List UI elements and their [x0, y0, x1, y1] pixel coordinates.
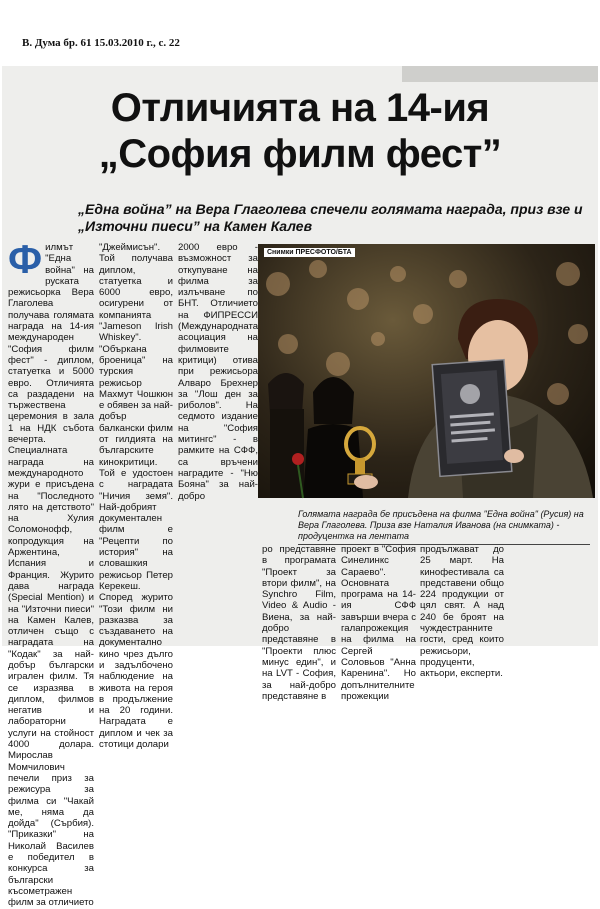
photo-illustration: [258, 244, 595, 498]
article-column-2: "Джеймисън". Той получава диплом, статуетка и 6000 евро, осигурени от компанията "Jameson Irish Whiskey". "Обърканa броеница" на турския режисьор Махмут Чошкюн е обявен за най-добър балкански филм от гилдията на българските кинокритици. Той е удостоен с наградата "Ничия земя". Най-добрият документален филм е "Рецепти по история" на словашкия режисьор Петер Керекеш. Според журито "Този филм ни разказва за създаването на документално кино чрез дълго и задълбочено наблюдение на живота на героя в продължение на 20 години. Наградата е диплом и чек за стотици долари: [99, 242, 173, 751]
source-line: В. Дума бр. 61 15.03.2010 г., с. 22: [22, 37, 180, 49]
article-bottom-column-3: продължават до 25 март. На кинофестивала са представени общо 224 продукции от цял свят. А над 240 бе броят на чуждестранните гости, сред които режисьори, продуценти, актьори, експерти.: [420, 544, 504, 680]
top-strip: [402, 66, 598, 82]
newspaper-clipping: [2, 66, 598, 909]
award-photo: [258, 244, 595, 498]
subheadline: „Една война” на Вера Глаголева спечели голямата награда, приз взе и „Източни пиеси” на Камен Калев: [78, 201, 583, 234]
article-column-1: [8, 238, 94, 909]
headline-line-2: „София филм фест”: [98, 132, 502, 176]
photo-credit: Снимки ПРЕСФОТО/БТА: [264, 248, 355, 257]
article-bottom-column-2: проект в "София Синелинкс Сараево". Основната програма на 14-ия СФФ завърши вчера с галапрожекция на филма на Сергей Соловьов "Анна Каренина". Но допълнителните прожекции: [341, 544, 416, 702]
photo-caption: Голямата награда бе присъдена на филма "Една война" (Русия) на Вера Глаголева. Приза взе Наталия Иванова (на снимката) - продуцентка на лентата: [298, 509, 590, 545]
article-column-3: 2000 евро - възможност за откупуване на филма за излъчване по БНТ. Отличието на ФИПРЕССИ (Международната асоциация на филмовите критици) отива при режисьора Алваро Брехнер за "Лош ден за риболов". На седмото издание на "София митингс" - в рамките на СФФ, са връчени наградите - "Ню Бояна" за най-добро: [178, 242, 259, 502]
article-column-1-text: илмът "Една война" на руската режисьорка Вера Глаголева получава голямата награда на 14-ия международен "София филм фест" - диплом, статуетка и 5000 евро. Отличията са раздадени на тържествена церемония в зала 1 на НДК събота вечерта. Специалната награда на международното жури е присъдена на "Последното лято на детството" на Хулия Соломонофф, копродукция на Аржентина, Испания и Франция. Журито дава награда (Special Mention) и на "Източни пиеси" на Камен Калев, отличен също с наградата на "Кодак" за най-добър български игрален филм. Тя се изразява в диплом, филмов негатив и лабораторни услуги на стойност 4000 долара. Мирослав Момчилович печели приз за режисура за филма си "Чакай ме, няма да дойда" (Сърбия). "Приказки" на Николай Василев е победител в конкурса за български късометражен филм за отличието: [8, 242, 94, 909]
headline-line-1: Отличията на 14-ия: [110, 86, 490, 130]
article-bottom-column-1: ро представяне в програмата "Проект за втори филм", на Synchro Film, Video & Audio - Виена, за най-добро представяне в "Проекти плюс минус един", и на LVT - София, за най-добро представяне в: [262, 544, 336, 702]
drop-cap: Ф: [8, 238, 43, 282]
